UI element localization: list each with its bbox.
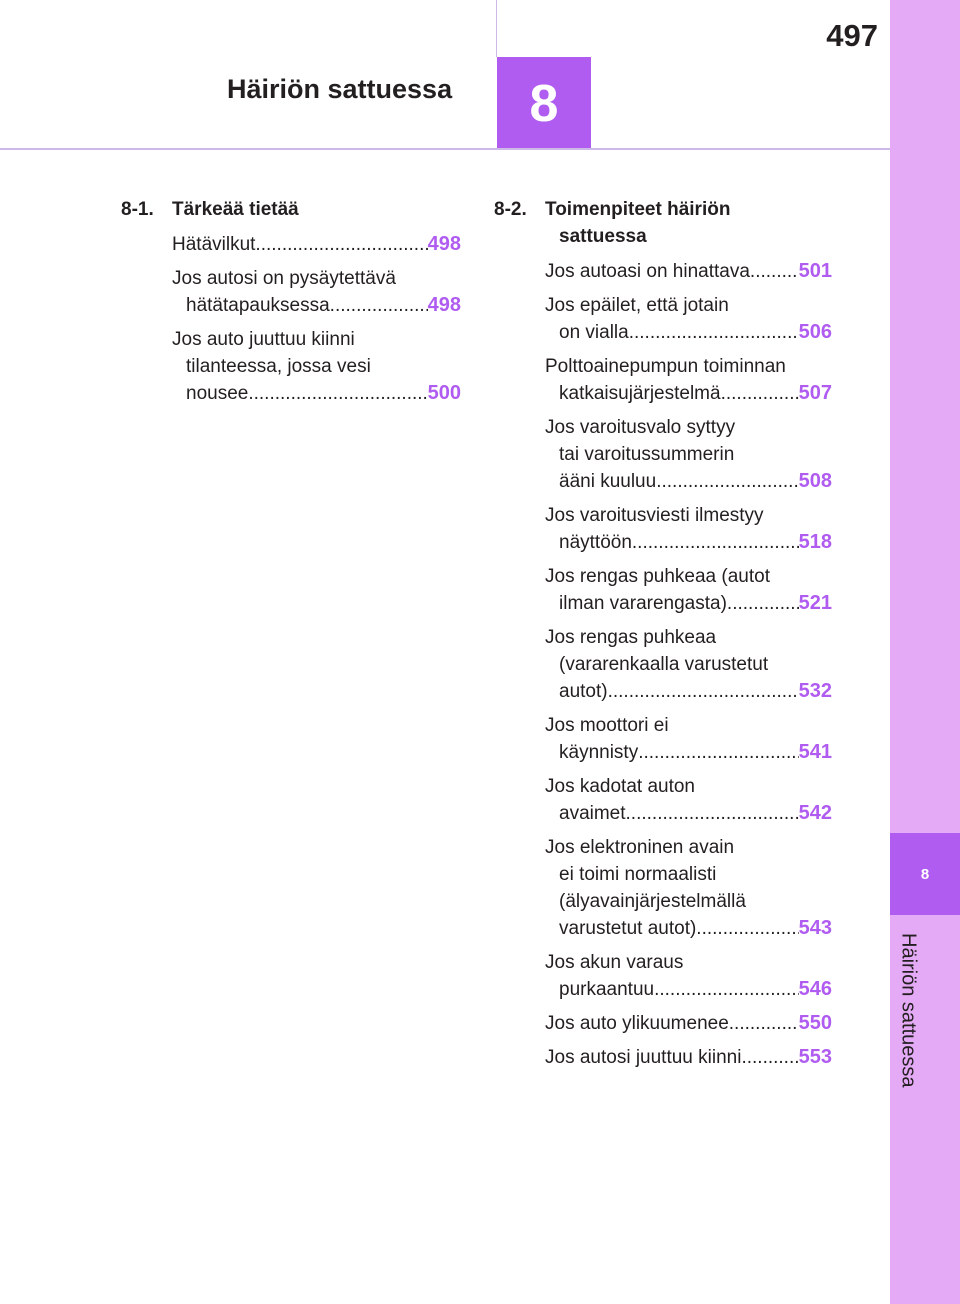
toc-entry-line — [545, 529, 832, 556]
toc-entry-line: tai varoitussummerin — [559, 444, 735, 465]
header-divider — [496, 0, 497, 57]
toc-entry-text: Jos autosi juuttuu kiinni — [545, 1047, 742, 1068]
page-reference-link[interactable]: 508 — [798, 470, 832, 492]
dot-leader — [750, 258, 799, 285]
page-reference-link[interactable]: 550 — [798, 1012, 832, 1034]
toc-entry-text: ääni kuuluu — [559, 471, 657, 492]
toc-entry-line — [172, 231, 461, 258]
dot-leader — [629, 319, 799, 346]
dot-leader — [721, 380, 799, 407]
toc-entry[interactable] — [494, 414, 832, 495]
toc-entry[interactable] — [494, 834, 832, 942]
toc-entry-line: Jos varoitusviesti ilmestyy — [545, 505, 764, 526]
toc-entry-line — [545, 678, 832, 705]
page-reference-link[interactable]: 553 — [798, 1046, 832, 1068]
toc-entry-line: tilanteessa, jossa vesi — [186, 356, 371, 377]
page-reference-link[interactable]: 506 — [798, 321, 832, 343]
page-reference-link[interactable]: 532 — [798, 680, 832, 702]
toc-entry-line: Jos varoitusvalo syttyy — [545, 417, 736, 438]
page-reference-link[interactable]: 518 — [798, 531, 832, 553]
dot-leader — [255, 231, 427, 258]
toc-entry[interactable] — [494, 624, 832, 705]
toc-entry-line: Jos elektroninen avain — [545, 837, 735, 858]
toc-entry-line — [545, 1010, 832, 1037]
section-title-line: Tärkeää tietää — [172, 199, 299, 220]
toc-entry-line — [545, 380, 832, 407]
page-reference-link[interactable]: 507 — [798, 382, 832, 404]
dot-leader — [330, 292, 428, 319]
toc-entry-text: varustetut autot) — [559, 918, 697, 939]
page-reference-link[interactable]: 498 — [427, 233, 461, 255]
toc-entry[interactable] — [121, 265, 461, 319]
toc-entry[interactable] — [121, 326, 461, 407]
toc-entry-text: näyttöön — [559, 532, 632, 553]
toc-entry-text: hätätapauksessa — [186, 295, 330, 316]
toc-entry[interactable] — [494, 949, 832, 1003]
dot-leader — [638, 739, 798, 766]
page-reference-link[interactable]: 543 — [798, 917, 832, 939]
section-heading — [494, 196, 832, 250]
toc-entry[interactable] — [121, 231, 461, 258]
toc-entry-line — [545, 739, 832, 766]
toc-entry-line: Jos kadotat auton — [545, 776, 695, 797]
toc-entry[interactable] — [494, 502, 832, 556]
toc-entry-text: katkaisujärjestelmä — [559, 383, 721, 404]
toc-entry-text: on vialla — [559, 322, 629, 343]
page-reference-link[interactable]: 521 — [798, 592, 832, 614]
toc-entry[interactable] — [494, 1010, 832, 1037]
toc-entry-text: purkaantuu — [559, 979, 655, 1000]
toc-entry-text: autot) — [559, 681, 608, 702]
toc-entry-line — [545, 590, 832, 617]
dot-leader — [727, 590, 799, 617]
toc-entry[interactable] — [494, 353, 832, 407]
page-reference-link[interactable]: 500 — [427, 382, 461, 404]
dot-leader — [656, 468, 798, 495]
toc-entry-text: ilman vararengasta) — [559, 593, 727, 614]
page-number: 497 — [826, 18, 878, 53]
dot-leader — [696, 915, 798, 942]
toc-entry-line — [172, 292, 461, 319]
toc-entry[interactable] — [494, 1044, 832, 1071]
dot-leader — [248, 380, 427, 407]
page-reference-link[interactable]: 542 — [798, 802, 832, 824]
toc-entry-line: Jos auto juuttuu kiinni — [172, 329, 355, 350]
toc-entry-text: Jos auto ylikuumenee — [545, 1013, 729, 1034]
toc-entry-line — [545, 915, 832, 942]
toc-entry-line: Jos epäilet, että jotain — [545, 295, 729, 316]
toc-entry[interactable] — [494, 258, 832, 285]
toc-entry-line — [545, 468, 832, 495]
section-title-line: Toimenpiteet häiriön — [545, 199, 731, 220]
toc-entry-line: (vararenkaalla varustetut — [559, 654, 769, 675]
toc-entry-line: Jos autosi on pysäytettävä — [172, 268, 396, 289]
side-tab-chapter-number: 8 — [890, 833, 960, 915]
toc-entry-line: Jos moottori ei — [545, 715, 669, 736]
toc-entry-line — [545, 976, 832, 1003]
toc-entry[interactable] — [494, 292, 832, 346]
dot-leader — [741, 1044, 798, 1071]
toc-entry-line — [545, 1044, 832, 1071]
section-number: 8-1. — [121, 199, 154, 220]
chapter-number-box: 8 — [497, 57, 591, 150]
toc-entry[interactable] — [494, 563, 832, 617]
toc-entry-line: Jos akun varaus — [545, 952, 684, 973]
toc-entry-text: avaimet — [559, 803, 626, 824]
page-reference-link[interactable]: 501 — [798, 260, 832, 282]
toc-entry-line — [545, 800, 832, 827]
toc-entry-line: (älyavainjärjestelmällä — [559, 891, 746, 912]
toc-entry-line: Jos rengas puhkeaa (autot — [545, 566, 770, 587]
toc-entry-line — [172, 380, 461, 407]
dot-leader — [608, 678, 799, 705]
toc-entry-text: Hätävilkut — [172, 234, 256, 255]
dot-leader — [626, 800, 799, 827]
page-reference-link[interactable]: 546 — [798, 978, 832, 1000]
toc-entry-line — [545, 258, 832, 285]
header-rule — [0, 148, 890, 150]
toc-entry[interactable] — [494, 712, 832, 766]
section-heading — [121, 196, 461, 223]
page-reference-link[interactable]: 498 — [427, 294, 461, 316]
chapter-title: Häiriön sattuessa — [227, 74, 453, 104]
toc-section-8-2 — [494, 196, 832, 1078]
chapter-side-tab — [890, 0, 960, 1304]
toc-entry-line: Polttoainepumpun toiminnan — [545, 356, 786, 377]
dot-leader — [729, 1010, 799, 1037]
toc-entry-text: Jos autoasi on hinattava — [545, 261, 750, 282]
side-tab-title-text: Häiriön sattuessa — [897, 933, 920, 1088]
toc-entry[interactable] — [494, 773, 832, 827]
toc-entry-line: Jos rengas puhkeaa — [545, 627, 717, 648]
toc-entry-line: ei toimi normaalisti — [559, 864, 717, 885]
section-number: 8-2. — [494, 199, 527, 220]
toc-entry-text: käynnisty — [559, 742, 639, 763]
page-reference-link[interactable]: 541 — [798, 741, 832, 763]
section-title-line: sattuessa — [559, 226, 647, 247]
toc-entry-text: nousee — [186, 383, 249, 404]
dot-leader — [632, 529, 799, 556]
toc-section-8-1 — [121, 196, 461, 414]
side-tab-title — [893, 928, 923, 1093]
dot-leader — [654, 976, 799, 1003]
toc-entry-line — [545, 319, 832, 346]
